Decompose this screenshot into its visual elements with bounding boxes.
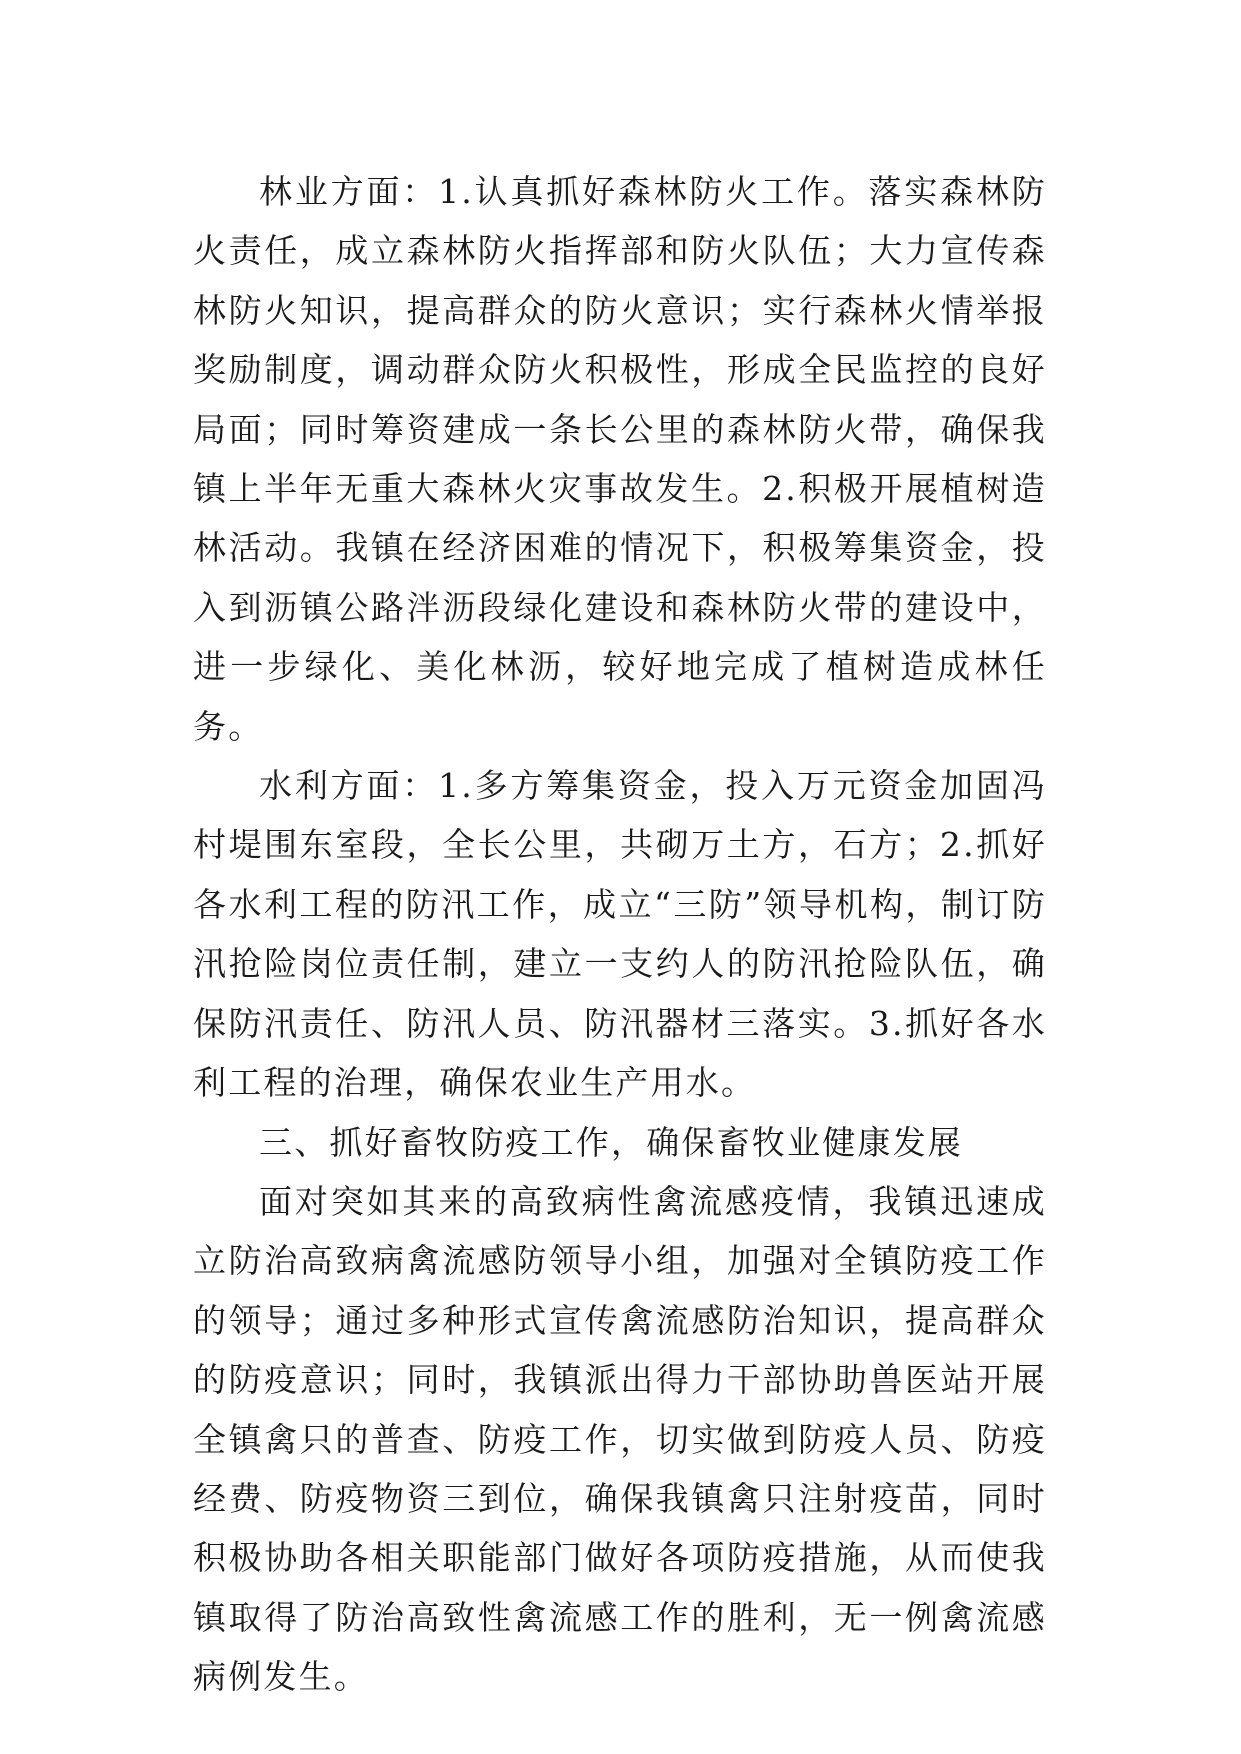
paragraph-livestock-epidemic: 面对突如其来的高致病性禽流感疫情，我镇迅速成立防治高致病禽流感防领导小组，加强对全镇防疫工作的领导；通过多种形式宣传禽流感防治知识，提高群众的防疫意识；同时，我镇派出得力干部协助兽医站开展全镇禽只的普查、防疫工作，切实做到防疫人员、防疫经费、防疫物资三到位，确保我镇禽只注射疫苗，同时积极协助各相关职能部门做好各项防疫措施，从而使我镇取得了防治高致性禽流感工作的胜利，无一例禽流感病例发生。: [193, 1181, 1047, 1697]
paragraph-forestry: 林业方面：1.认真抓好森林防火工作。落实森林防火责任，成立森林防火指挥部和防火队伍；大力宣传森林防火知识，提高群众的防火意识；实行森林火情举报奖励制度，调动群众防火积极性，形成全民监控的良好局面；同时筹资建成一条长公里的森林防火带，确保我镇上半年无重大森林火灾事故发生。2.积极开展植树造林活动。我镇在经济困难的情况下，积极筹集资金，投入到沥镇公路泮沥段绿化建设和森林防火带的建设中，进一步绿化、美化林沥，较好地完成了植树造成林任务。: [193, 172, 1047, 746]
section-heading-livestock: 三、抓好畜牧防疫工作，确保畜牧业健康发展: [259, 1122, 963, 1162]
paragraph-water-conservancy: 水利方面：1.多方筹集资金，投入万元资金加固冯村堤围东室段，全长公里，共砌万土方，石方；2.抓好各水利工程的防汛工作，成立“三防”领导机构，制订防汛抢险岗位责任制，建立一支约人的防汛抢险队伍，确保防汛责任、防汛人员、防汛器材三落实。3.抓好各水利工程的治理，确保农业生产用水。: [193, 766, 1047, 1103]
document-body: [193, 162, 1047, 1707]
